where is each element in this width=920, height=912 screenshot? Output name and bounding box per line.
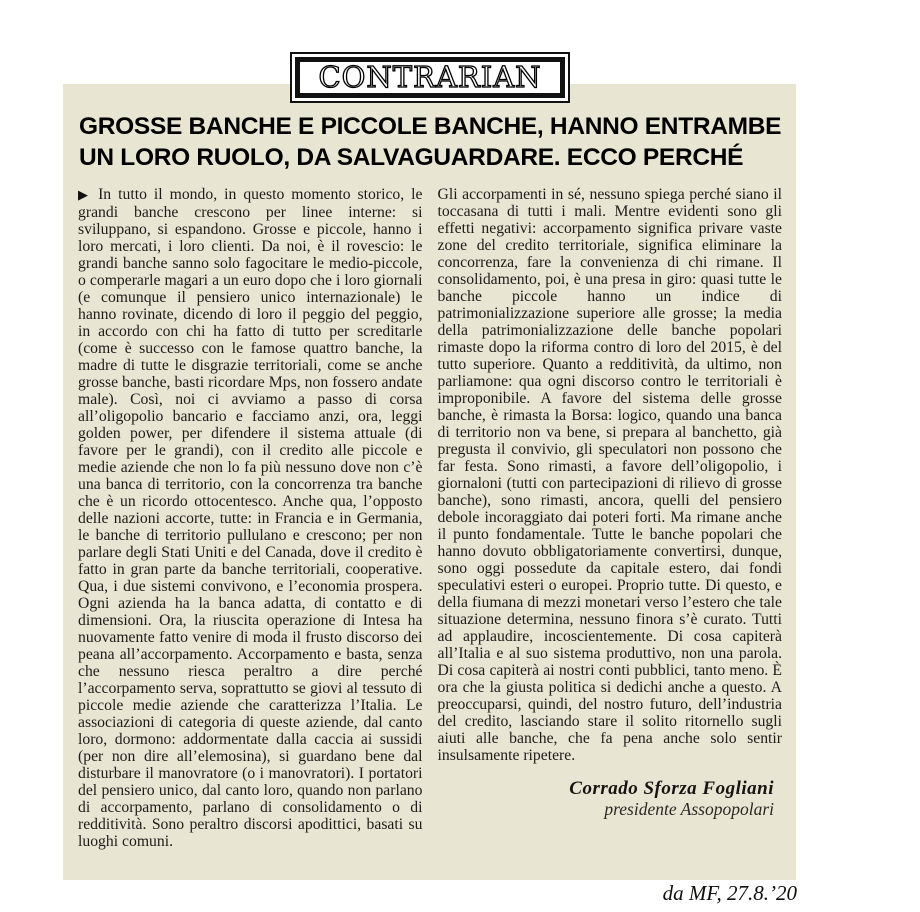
signature-block (438, 778, 783, 819)
column-left-text: In tutto il mondo, in questo momento storico, le grandi banche crescono per linee interne: si sviluppano, si espandono. Grosse e piccole, hanno i loro mercati, i loro clienti. Da noi, è il rovescio: le grandi banche sanno solo fagocitare le medio-piccole, o comperarle magari a un euro dopo che i loro giornali (e comunque il pensiero unico internazionale) le hanno rovinate, dicendo di loro il peggio del peggio, in accordo con chi ha fatto di tutto per screditarle (come è successo con le famose quattro banche, la madre di tutte le disgrazie territoriali, come se anche grosse banche, basti ricordare Mps, non fossero andate male). Così, noi ci avviamo a passo di corsa all’oligopolio bancario e facciamo anzi, ora, leggi golden power, per difendere il sistema attuale (di favore per le grandi), con il credito alle piccole e medie aziende che non lo fa più nessuno dove non c’è una banca di territorio, con la concorrenza tra banche che è un ricordo ottocentesco. Anche qua, l’opposto delle nazioni accorte, tutte: in Francia e in Germania, le banche di territorio pullulano e crescono; per non parlare degli Stati Uniti e del Canada, dove il credito è fatto in gran parte da banche territoriali, cooperative. Qua, i due sistemi convivono, e l’economia prospera. Ogni azienda ha la banca adatta, di contatto e di dimensioni. Ora, la riuscita operazione di Intesa ha nuovamente fatto venire di moda il frusto discorso dei peana all’accorpamento. Accorpamento e basta, senza che nessuno riesca peraltro a dire perché l’accorpamento serva, soprattutto se giovi al tessuto di piccole medie aziende che caratterizza l’Italia. Le associazioni di categoria di queste aziende, dal canto loro, dormono: addormentate dalla caccia ai sussidi (per non dire all’elemosina), si guardano bene dal disturbare il manovratore (o i manovratori). I portatori del pensiero unico, dal canto loro, quando non parlano di accorpamento, parlano di consolidamento o di redditività. Sono peraltro discorsi apodittici, basati su luoghi comuni. (78, 186, 423, 850)
masthead-title: CONTRARIAN (318, 60, 542, 94)
signature-title: presidente Assopopolari (604, 799, 774, 819)
article-panel (63, 84, 796, 880)
headline-line-1: GROSSE BANCHE E PICCOLE BANCHE, HANNO ENTRAMBE (79, 113, 782, 140)
masthead-inner-frame (295, 57, 565, 98)
masthead-box (290, 52, 570, 103)
column-left (78, 186, 423, 850)
headline-line-2: UN LORO RUOLO, DA SALVAGUARDARE. ECCO PERCHÉ (79, 144, 744, 171)
column-right (438, 186, 783, 850)
pointer-icon: ▶ (78, 188, 92, 203)
source-credit: da MF, 27.8.’20 (662, 881, 797, 905)
column-right-text: Gli accorpamenti in sé, nessuno spiega perché siano il toccasana di tutti i mali. Mentre evidenti sono gli effetti negativi: accorpamento significa privare vaste zone del credito territoriale, significa eliminare la concorrenza, fare la convenienza di chi rimane. Il consolidamento, poi, è una presa in giro: quasi tutte le banche piccole hanno un indice di patrimonializzazione superiore alle grosse; la media della patrimonializzazione delle banche popolari rimaste dopo la riforma contro di loro del 2015, è del tutto superiore. Quanto a redditività, da ultimo, non parliamone: qua ogni discorso contro le territoriali è improponibile. A favore del sistema delle grosse banche, è rimasta la Borsa: logico, quando una banca di territorio non va bene, si prepara al banchetto, già pregusta il convivio, gli speculatori non possono che far festa. Sono rimasti, a favore dell’oligopolio, i giornaloni (tutti con partecipazioni di rilievo di grosse banche), sono rimasti, ancora, quelli del pensiero debole incoraggiato dai poteri forti. Ma rimane anche il punto fondamentale. Tutte le banche popolari che hanno dovuto obbligatoriamente convertirsi, dunque, sono oggi possedute da capitale estero, dai fondi speculativi esteri o europei. Proprio tutte. Di questo, e della fiumana di mezzi monetari verso l’estero che tale situazione determina, nessuno finora s’è curato. Tutti ad applaudire, incoscientemente. Di cosa capiterà all’Italia e al suo sistema produttivo, non una parola. Di cosa capiterà ai nostri conti pubblici, tanto meno. È ora che la giusta politica si dedichi anche a questo. A preoccuparsi, quindi, del nostro futuro, dell’industria del credito, lasciando stare il solito ritornello sugli aiuti alle banche, che fa pena anche solo sentir insulsamente ripetere. (437, 186, 782, 764)
signature-name: Corrado Sforza Fogliani (569, 778, 774, 799)
article-body (77, 186, 782, 850)
